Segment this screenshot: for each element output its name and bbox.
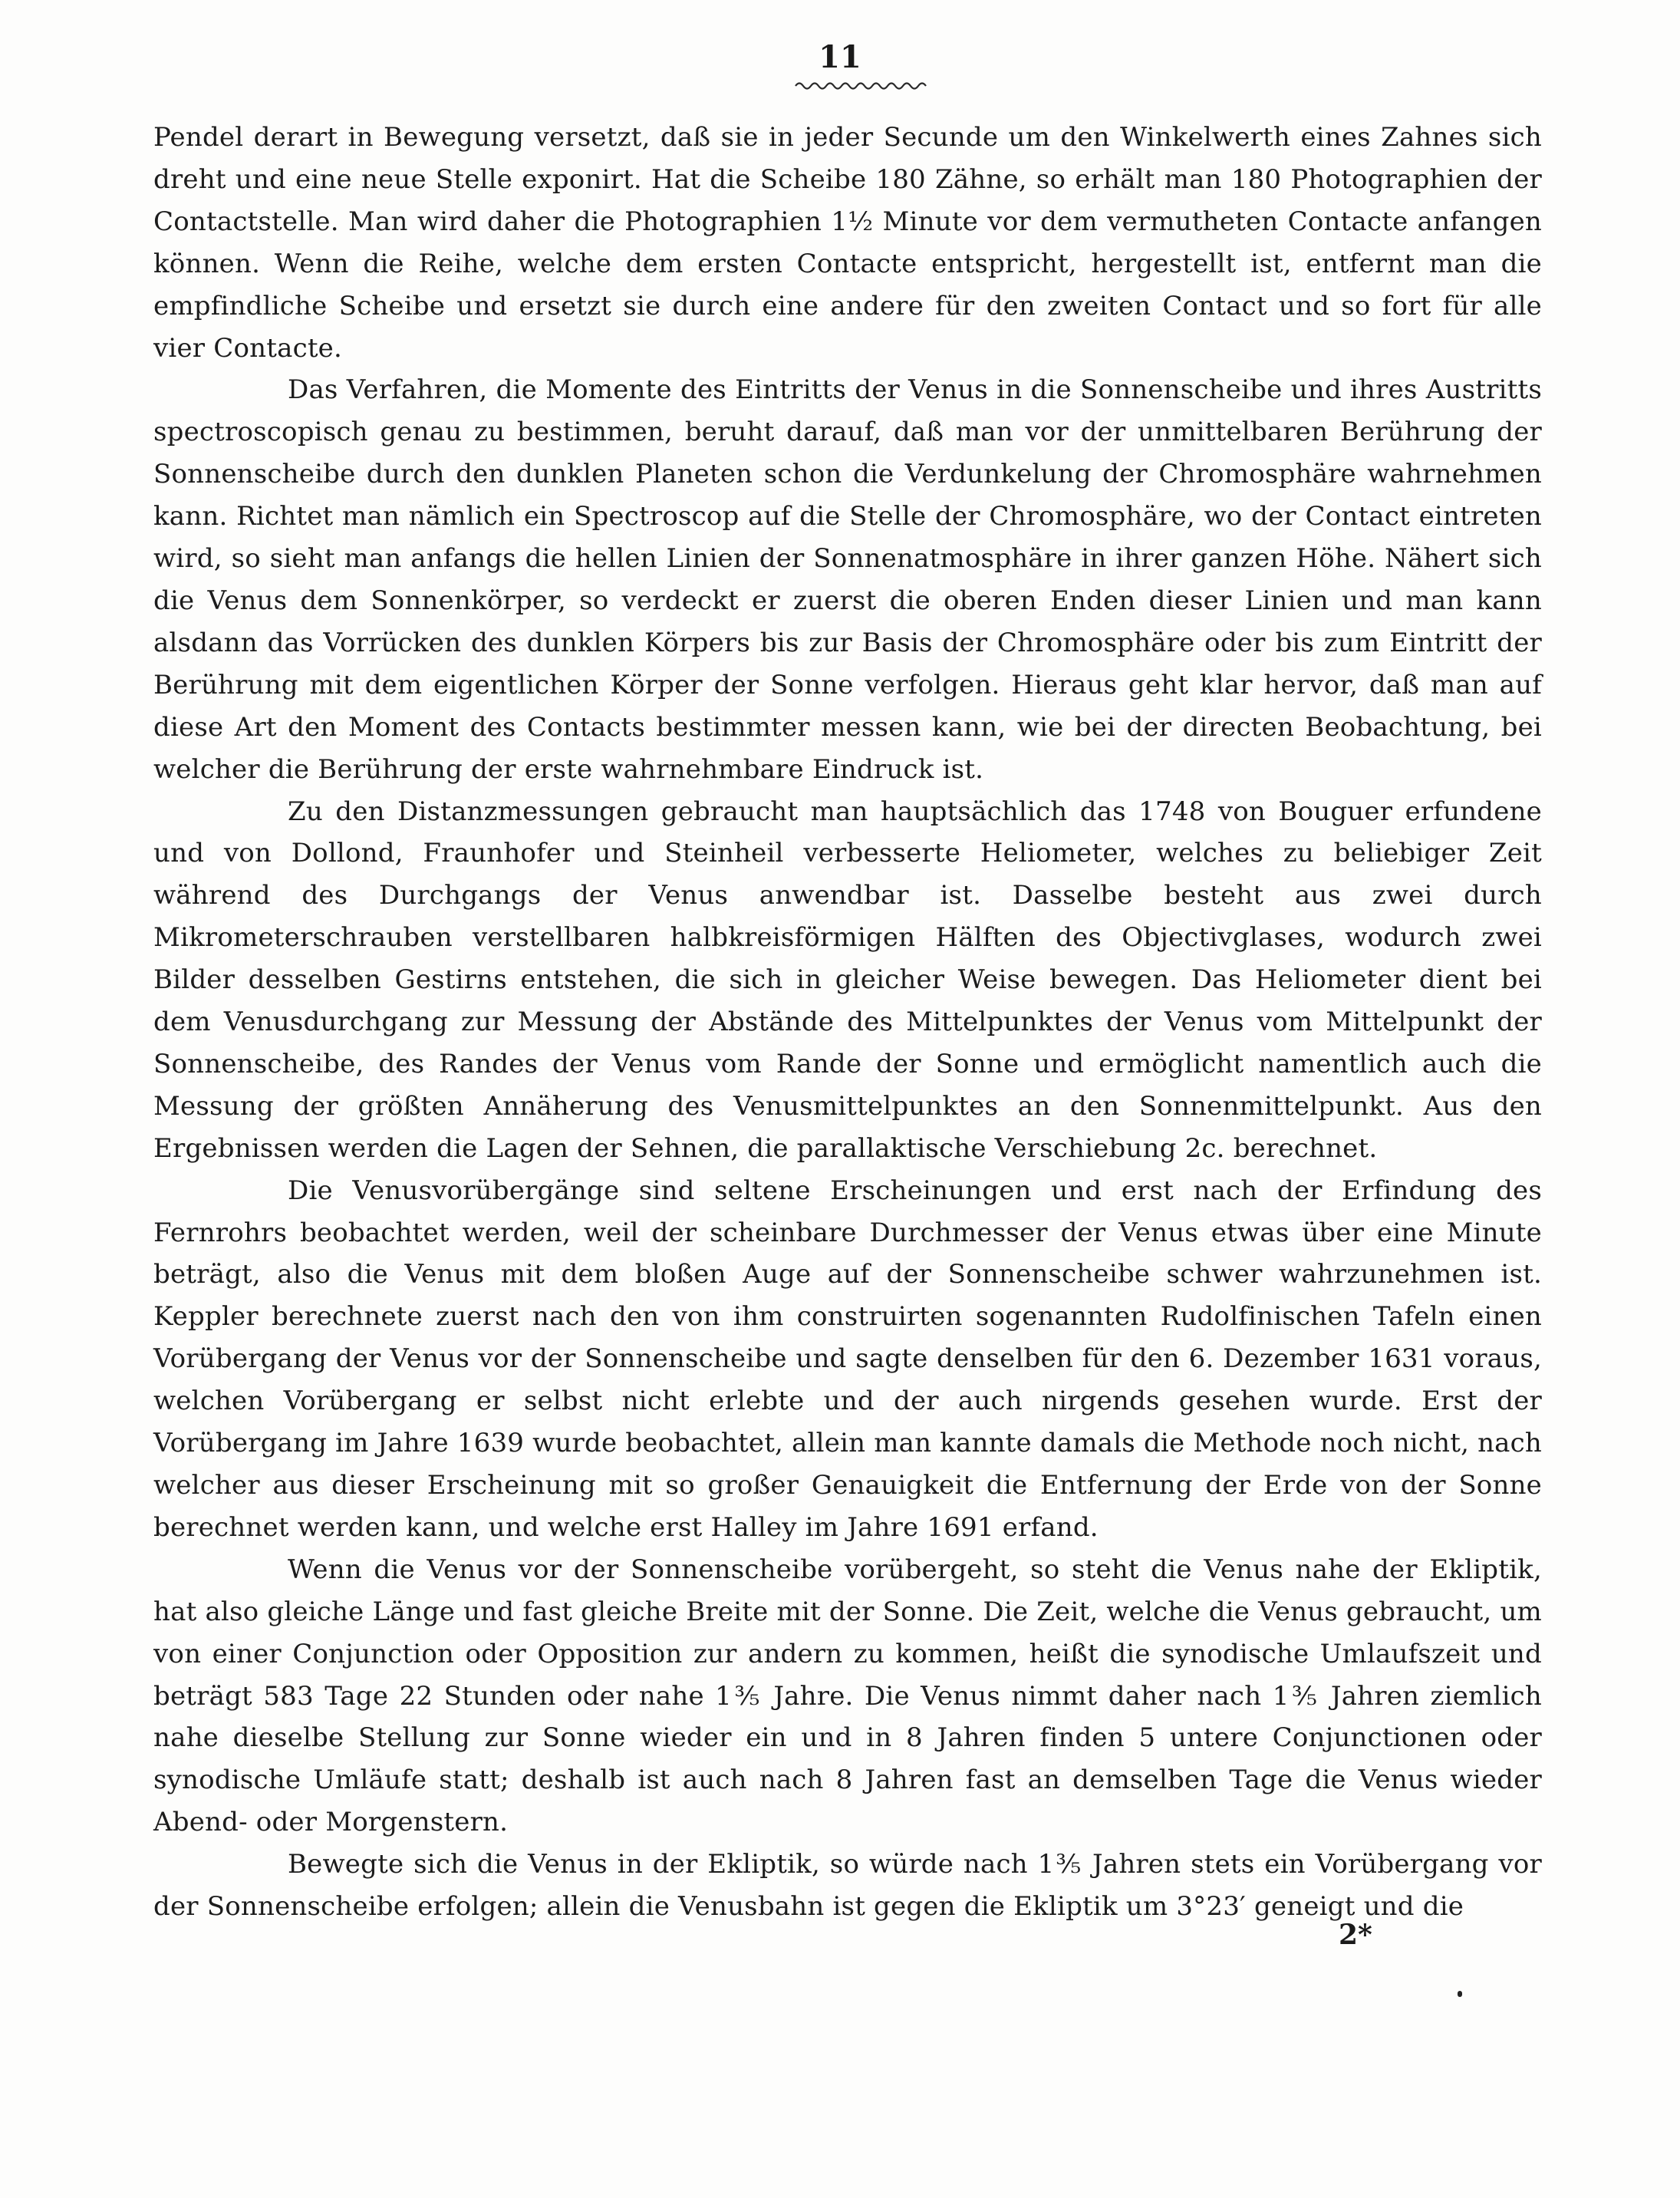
- signature-mark: 2*: [1339, 1919, 1372, 1951]
- paragraph-4: Die Venusvorübergänge sind seltene Erscheinungen und erst nach der Erfindung des Fernrohrs beobachtet werden, weil der scheinbare Durchmesser der Venus etwas über eine Minute beträgt, also die Venus mit dem bloßen Auge auf der Sonnenscheibe schwer wahrzunehmen ist. Keppler berechnete zuerst nach den von ihm construirten sogenannten Rudolfinischen Tafeln einen Vorübergang der Venus vor der Sonnenscheibe und sagte denselben für den 6. Dezember 1631 voraus, welchen Vorübergang er selbst nicht erlebte und der auch nirgends gesehen wurde. Erst der Vorübergang im Jahre 1639 wurde beobachtet, allein man kannte damals die Methode noch nicht, nach welcher aus dieser Erscheinung mit so großer Genauigkeit die Entfernung der Erde von der Sonne berechnet werden kann, und welche erst Halley im Jahre 1691 erfand.: [153, 1175, 1542, 1543]
- paragraph-3: Zu den Distanzmessungen gebraucht man hauptsächlich das 1748 von Bouguer erfundene und von Dollond, Fraunhofer und Steinheil verbesserte Heliometer, welches zu beliebiger Zeit während des Durchgangs der Venus anwendbar ist. Dasselbe besteht aus zwei durch Mikrometerschrauben verstellbaren halbkreisförmigen Hälften des Objectivglases, wodurch zwei Bilder desselben Gestirns entstehen, die sich in gleicher Weise bewegen. Das Heliometer dient bei dem Venusdurchgang zur Messung der Abstände des Mittelpunktes der Venus vom Mittelpunkt der Sonnenscheibe, des Randes der Venus vom Rande der Sonne und ermöglicht namentlich auch die Messung der größten Annäherung des Venusmittelpunktes an den Sonnenmittelpunkt. Aus den Ergebnissen werden die Lagen der Sehnen, die parallaktische Verschiebung 2c. berechnet.: [153, 796, 1542, 1164]
- page-number: 11: [819, 39, 861, 75]
- paragraph-5: Wenn die Venus vor der Sonnenscheibe vorübergeht, so steht die Venus nahe der Ekliptik, hat also gleiche Länge und fast gleiche Breite mit der Sonne. Die Zeit, welche die Venus gebraucht, um von einer Conjunction oder Opposition zur andern zu kommen, heißt die synodische Umlaufszeit und beträgt 583 Tage 22 Stunden oder nahe 1⅗ Jahre. Die Venus nimmt daher nach 1⅗ Jahren ziemlich nahe dieselbe Stellung zur Sonne wieder ein und in 8 Jahren finden 5 untere Conjunctionen oder synodische Umläufe statt; deshalb ist auch nach 8 Jahren fast an demselben Tage die Venus wieder Abend- oder Morgenstern.: [153, 1554, 1542, 1838]
- paragraph-2: Das Verfahren, die Momente des Eintritts der Venus in die Sonnenscheibe und ihres Austritts spectroscopisch genau zu bestimmen, beruht darauf, daß man vor der unmittelbaren Berührung der Sonnenscheibe durch den dunklen Planeten schon die Verdunkelung der Chromosphäre wahrnehmen kann. Richtet man nämlich ein Spectroscop auf die Stelle der Chromosphäre, wo der Contact eintreten wird, so sieht man anfangs die hellen Linien der Sonnenatmosphäre in ihrer ganzen Höhe. Nähert sich die Venus dem Sonnenkörper, so verdeckt er zuerst die oberen Enden dieser Linien und man kann alsdann das Vorrücken des dunklen Körpers bis zur Basis der Chromosphäre oder bis zum Eintritt der Berührung mit dem eigentlichen Körper der Sonne verfolgen. Hieraus geht klar hervor, daß man auf diese Art den Moment des Contacts bestimmter messen kann, wie bei der directen Beobachtung, bei welcher die Berührung der erste wahrnehmbare Eindruck ist.: [153, 374, 1542, 785]
- ink-speck: [1458, 1991, 1462, 1997]
- paragraph-6: Bewegte sich die Venus in der Ekliptik, so würde nach 1⅗ Jahren stets ein Vorübergang vor der Sonnenscheibe erfolgen; allein die Venusbahn ist gegen die Ekliptik um 3°23′ geneigt und die: [153, 1849, 1542, 1923]
- body-text: [153, 117, 1542, 1928]
- paragraph-1: Pendel derart in Bewegung versetzt, daß sie in jeder Secunde um den Winkelwerth eines Zahnes sich dreht und eine neue Stelle exponirt. Hat die Scheibe 180 Zähne, so erhält man 180 Photographien der Contactstelle. Man wird daher die Photographien 1½ Minute vor dem vermutheten Contacte anfangen können. Wenn die Reihe, welche dem ersten Contacte entspricht, hergestellt ist, entfernt man die empfindliche Scheibe und ersetzt sie durch eine andere für den zweiten Contact und so fort für alle vier Contacte.: [153, 122, 1542, 364]
- wavy-rule-ornament: [794, 78, 928, 94]
